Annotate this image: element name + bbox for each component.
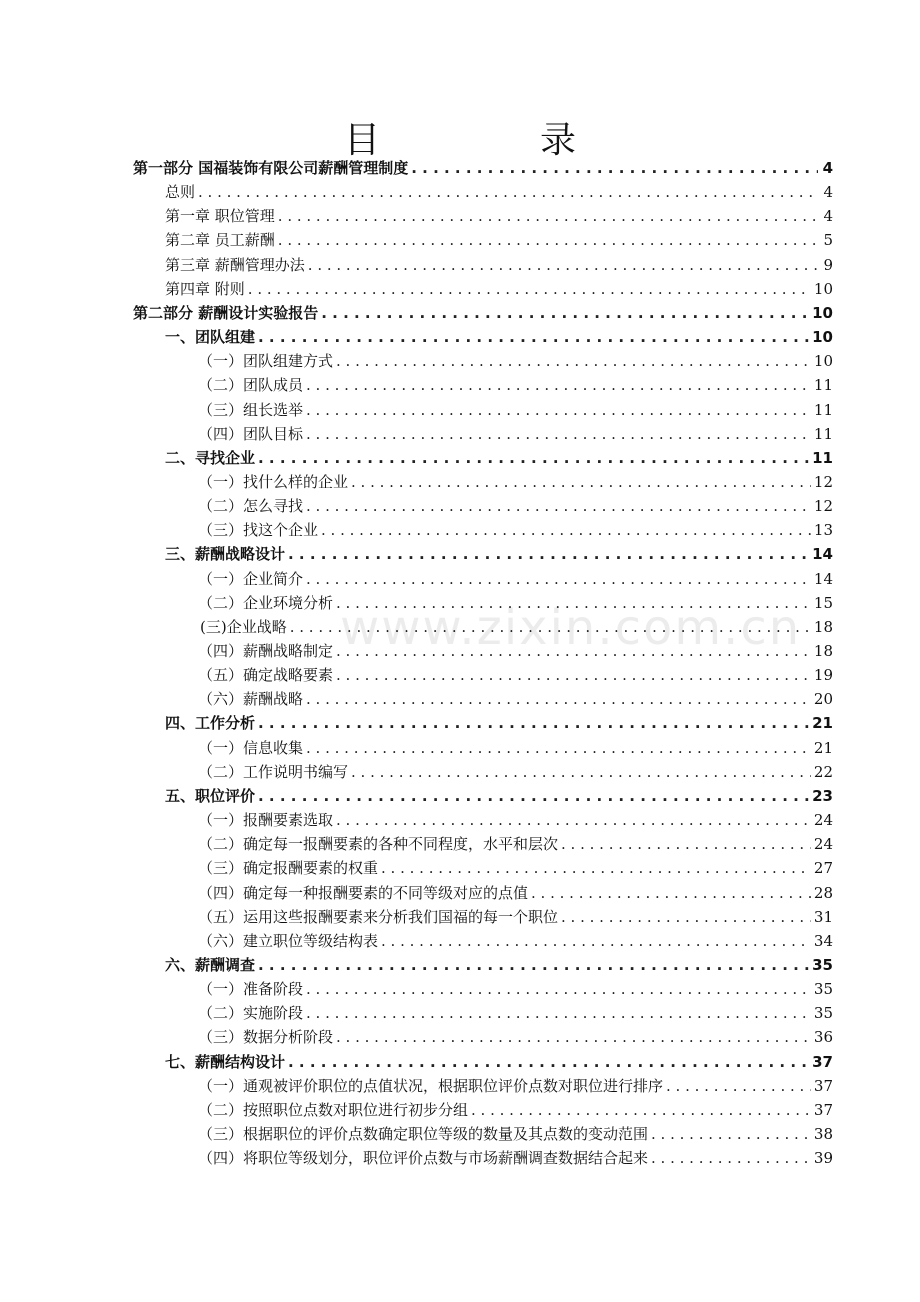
toc-dot-leader bbox=[306, 567, 811, 591]
toc-entry-label: （一）团队组建方式 bbox=[198, 352, 334, 371]
toc-dot-leader bbox=[278, 204, 818, 228]
toc-entry[interactable] bbox=[198, 832, 833, 856]
toc-entry[interactable] bbox=[198, 1074, 833, 1098]
toc-entry-label: （三）确定报酬要素的权重 bbox=[198, 859, 379, 878]
toc-dot-leader bbox=[336, 1025, 811, 1049]
toc-entry-label: （一）通观被评价职位的点值状况，根据职位评价点数对职位进行排序 bbox=[198, 1076, 664, 1095]
toc-entry[interactable] bbox=[198, 977, 833, 1001]
toc-entry[interactable] bbox=[198, 591, 833, 615]
toc-entry[interactable] bbox=[198, 1146, 833, 1170]
toc-entry[interactable] bbox=[198, 1001, 833, 1025]
toc-entry[interactable] bbox=[165, 180, 833, 204]
toc-entry-label: （一）报酬要素选取 bbox=[198, 811, 334, 830]
toc-entry-label: （四）确定每一种报酬要素的不同等级对应的点值 bbox=[198, 883, 529, 902]
toc-entry-label: 第一部分 国福装饰有限公司薪酬管理制度 bbox=[133, 159, 409, 177]
toc-entry-page: 31 bbox=[813, 907, 833, 926]
toc-entry[interactable] bbox=[198, 687, 833, 711]
toc-entry-label: 第一章 职位管理 bbox=[165, 207, 275, 226]
toc-entry-label: 第四章 附则 bbox=[165, 279, 245, 298]
toc-entry[interactable] bbox=[198, 494, 833, 518]
toc-entry-page: 35 bbox=[813, 980, 833, 999]
toc-entry-label: （三）数据分析阶段 bbox=[198, 1028, 334, 1047]
toc-entry-page: 37 bbox=[813, 1100, 833, 1119]
toc-entry-page: 14 bbox=[813, 569, 833, 588]
toc-entry-label: （二）企业环境分析 bbox=[198, 593, 334, 612]
toc-entry-page: 35 bbox=[813, 1004, 833, 1023]
toc-dot-leader bbox=[306, 422, 811, 446]
toc-dot-leader bbox=[258, 953, 809, 977]
toc-dot-leader bbox=[651, 1122, 811, 1146]
toc-entry[interactable] bbox=[198, 398, 833, 422]
toc-entry[interactable] bbox=[198, 1025, 833, 1049]
toc-entry[interactable] bbox=[165, 1050, 833, 1074]
toc-entry-label: （三）找这个企业 bbox=[198, 521, 319, 540]
toc-entry-page: 18 bbox=[813, 642, 833, 660]
toc-dot-leader bbox=[290, 615, 811, 639]
toc-dot-leader bbox=[351, 470, 811, 494]
toc-dot-leader bbox=[198, 180, 818, 204]
toc-entry-label: （四）团队目标 bbox=[198, 424, 304, 443]
toc-entry[interactable] bbox=[165, 784, 833, 808]
toc-entry[interactable] bbox=[165, 711, 833, 735]
toc-dot-leader bbox=[336, 808, 811, 832]
toc-dot-leader bbox=[336, 639, 811, 663]
toc-dot-leader bbox=[381, 929, 811, 953]
toc-dot-leader bbox=[561, 832, 811, 856]
toc-entry-page: 21 bbox=[812, 714, 833, 733]
toc-entry-label: 一、团队组建 bbox=[165, 328, 256, 347]
toc-entry-page: 10 bbox=[813, 352, 833, 371]
toc-dot-leader bbox=[351, 760, 811, 784]
toc-entry-label: （二）按照职位点数对职位进行初步分组 bbox=[198, 1100, 469, 1119]
toc-entry-label: （五）运用这些报酬要素来分析我们国福的每一个职位 bbox=[198, 907, 559, 926]
toc-dot-leader bbox=[321, 301, 809, 325]
toc-dot-leader bbox=[278, 228, 818, 252]
toc-dot-leader bbox=[258, 446, 809, 470]
toc-entry[interactable] bbox=[165, 446, 833, 470]
toc-entry-label: 五、职位评价 bbox=[165, 786, 256, 805]
toc-dot-leader bbox=[336, 663, 811, 687]
toc-entry-page: 11 bbox=[813, 400, 833, 419]
toc-entry-page: 12 bbox=[813, 497, 833, 516]
toc-entry-page: 20 bbox=[813, 690, 833, 709]
toc-entry[interactable] bbox=[165, 542, 833, 566]
toc-entry-page: 24 bbox=[813, 811, 833, 830]
toc-entry-page: 34 bbox=[813, 931, 833, 950]
toc-dot-leader bbox=[288, 542, 809, 566]
toc-dot-leader bbox=[258, 325, 809, 349]
toc-dot-leader bbox=[306, 736, 811, 760]
toc-entry[interactable] bbox=[165, 253, 833, 277]
toc-entry-label: （一）准备阶段 bbox=[198, 980, 304, 999]
toc-entry[interactable] bbox=[198, 760, 833, 784]
toc-entry[interactable] bbox=[198, 663, 833, 687]
toc-entry[interactable] bbox=[200, 615, 833, 639]
toc-entry-label: （六）薪酬战略 bbox=[198, 690, 304, 709]
toc-entry-page: 10 bbox=[812, 328, 833, 347]
toc-entry[interactable] bbox=[198, 1122, 833, 1146]
toc-entry-page: 11 bbox=[812, 448, 833, 467]
toc-entry-page: 35 bbox=[812, 955, 833, 974]
toc-entry-page: 18 bbox=[813, 617, 833, 636]
toc-dot-leader bbox=[308, 253, 818, 277]
toc-entry-page: 24 bbox=[813, 835, 833, 854]
watermark: www.zixin.com.cn bbox=[340, 600, 802, 656]
toc-dot-leader bbox=[306, 398, 811, 422]
toc-entry[interactable] bbox=[198, 422, 833, 446]
toc-entry-label: （三）组长选举 bbox=[198, 400, 304, 419]
toc-entry-page: 10 bbox=[813, 279, 833, 298]
toc-entry[interactable] bbox=[198, 905, 833, 929]
toc-dot-leader bbox=[561, 905, 811, 929]
toc-entry-page: 5 bbox=[823, 231, 833, 250]
toc-entry-page: 27 bbox=[813, 859, 833, 878]
toc-entry-label: 第二章 员工薪酬 bbox=[165, 231, 275, 250]
toc-entry[interactable] bbox=[198, 373, 833, 397]
toc-entry[interactable] bbox=[133, 156, 833, 180]
toc-entry-label: （二）怎么寻找 bbox=[198, 497, 304, 516]
toc-dot-leader bbox=[258, 711, 809, 735]
toc-dot-leader bbox=[531, 881, 811, 905]
toc-dot-leader bbox=[258, 784, 809, 808]
toc-entry-label: （二）确定每一报酬要素的各种不同程度，水平和层次 bbox=[198, 835, 559, 854]
toc-entry[interactable] bbox=[165, 277, 833, 301]
toc-entry[interactable] bbox=[165, 228, 833, 252]
toc-entry[interactable] bbox=[198, 856, 833, 880]
toc-entry-label: （二）工作说明书编写 bbox=[198, 762, 349, 781]
toc-dot-leader bbox=[306, 687, 811, 711]
toc-dot-leader bbox=[336, 591, 811, 615]
toc-entry-label: 二、寻找企业 bbox=[165, 448, 256, 467]
toc-entry-label: （一）找什么样的企业 bbox=[198, 472, 349, 491]
toc-entry-label: （一）企业简介 bbox=[198, 569, 304, 588]
toc-entry[interactable] bbox=[198, 349, 833, 373]
toc-entry-page: 11 bbox=[813, 376, 833, 395]
toc-entry-label: 七、薪酬结构设计 bbox=[165, 1052, 286, 1071]
toc-entry[interactable] bbox=[198, 881, 833, 905]
toc-entry-page: 12 bbox=[813, 472, 833, 491]
toc-entry-label: （六）建立职位等级结构表 bbox=[198, 931, 379, 950]
toc-entry[interactable] bbox=[165, 204, 833, 228]
toc-entry[interactable] bbox=[198, 470, 833, 494]
toc-entry-page: 4 bbox=[822, 159, 833, 177]
toc-entry[interactable] bbox=[198, 1098, 833, 1122]
toc-entry-label: 第二部分 薪酬设计实验报告 bbox=[133, 303, 319, 322]
toc-entry-page: 14 bbox=[812, 545, 833, 564]
toc-entry-label: （四）薪酬战略制定 bbox=[198, 642, 334, 660]
toc-entry[interactable] bbox=[198, 929, 833, 953]
toc-entry-page: 4 bbox=[823, 207, 833, 226]
toc-entry-label: （四）将职位等级划分，职位评价点数与市场薪酬调查数据结合起来 bbox=[198, 1149, 649, 1168]
toc-entry-page: 15 bbox=[813, 593, 833, 612]
toc-entry-label: （一）信息收集 bbox=[198, 738, 304, 757]
toc-entry-page: 4 bbox=[823, 183, 833, 202]
toc-entry[interactable] bbox=[198, 736, 833, 760]
toc-entry[interactable] bbox=[198, 567, 833, 591]
toc-entry[interactable] bbox=[198, 808, 833, 832]
toc-entry[interactable] bbox=[198, 639, 833, 663]
toc-dot-leader bbox=[471, 1098, 811, 1122]
toc-entry-page: 21 bbox=[813, 738, 833, 757]
toc-entry-page: 38 bbox=[813, 1125, 833, 1143]
toc-entry-page: 37 bbox=[813, 1076, 833, 1095]
toc-entry[interactable] bbox=[133, 301, 833, 325]
toc-entry-page: 36 bbox=[813, 1028, 833, 1047]
toc-entry[interactable] bbox=[165, 953, 833, 977]
toc-dot-leader bbox=[288, 1050, 809, 1074]
toc-entry-label: （五）确定战略要素 bbox=[198, 666, 334, 685]
toc-dot-leader bbox=[306, 1001, 811, 1025]
toc-entry[interactable] bbox=[165, 325, 833, 349]
toc-dot-leader bbox=[666, 1074, 811, 1098]
toc-entry-label: （二）团队成员 bbox=[198, 376, 304, 395]
toc-dot-leader bbox=[381, 856, 811, 880]
toc-dot-leader bbox=[248, 277, 811, 301]
toc-entry-label: （三）根据职位的评价点数确定职位等级的数量及其点数的变动范围 bbox=[198, 1125, 649, 1143]
toc-entry-page: 19 bbox=[813, 666, 833, 685]
toc-entry[interactable] bbox=[198, 518, 833, 542]
toc-dot-leader bbox=[411, 156, 818, 180]
toc-entry-page: 10 bbox=[812, 303, 833, 322]
toc-entry-page: 37 bbox=[812, 1052, 833, 1071]
toc-entry-label: 四、工作分析 bbox=[165, 714, 256, 733]
toc-entry-label: (三)企业战略 bbox=[200, 617, 287, 636]
toc-entry-page: 39 bbox=[813, 1149, 833, 1168]
toc-entry-page: 9 bbox=[823, 255, 833, 274]
toc-entry-label: 六、薪酬调查 bbox=[165, 955, 256, 974]
toc-entry-page: 23 bbox=[812, 786, 833, 805]
toc-entry-label: 三、薪酬战略设计 bbox=[165, 545, 286, 564]
toc-dot-leader bbox=[306, 977, 811, 1001]
toc-dot-leader bbox=[651, 1146, 811, 1170]
toc-entry-page: 13 bbox=[813, 521, 833, 540]
toc-dot-leader bbox=[306, 373, 811, 397]
toc-entry-page: 22 bbox=[813, 762, 833, 781]
toc-dot-leader bbox=[321, 518, 811, 542]
page-title: 目 录 bbox=[343, 120, 638, 161]
toc-dot-leader bbox=[336, 349, 811, 373]
toc-dot-leader bbox=[306, 494, 811, 518]
toc-entry-page: 28 bbox=[813, 883, 833, 902]
toc-entry-label: 第三章 薪酬管理办法 bbox=[165, 255, 305, 274]
toc-entry-label: （二）实施阶段 bbox=[198, 1004, 304, 1023]
toc-entry-label: 总则 bbox=[165, 183, 196, 202]
toc-entry-page: 11 bbox=[813, 424, 833, 443]
